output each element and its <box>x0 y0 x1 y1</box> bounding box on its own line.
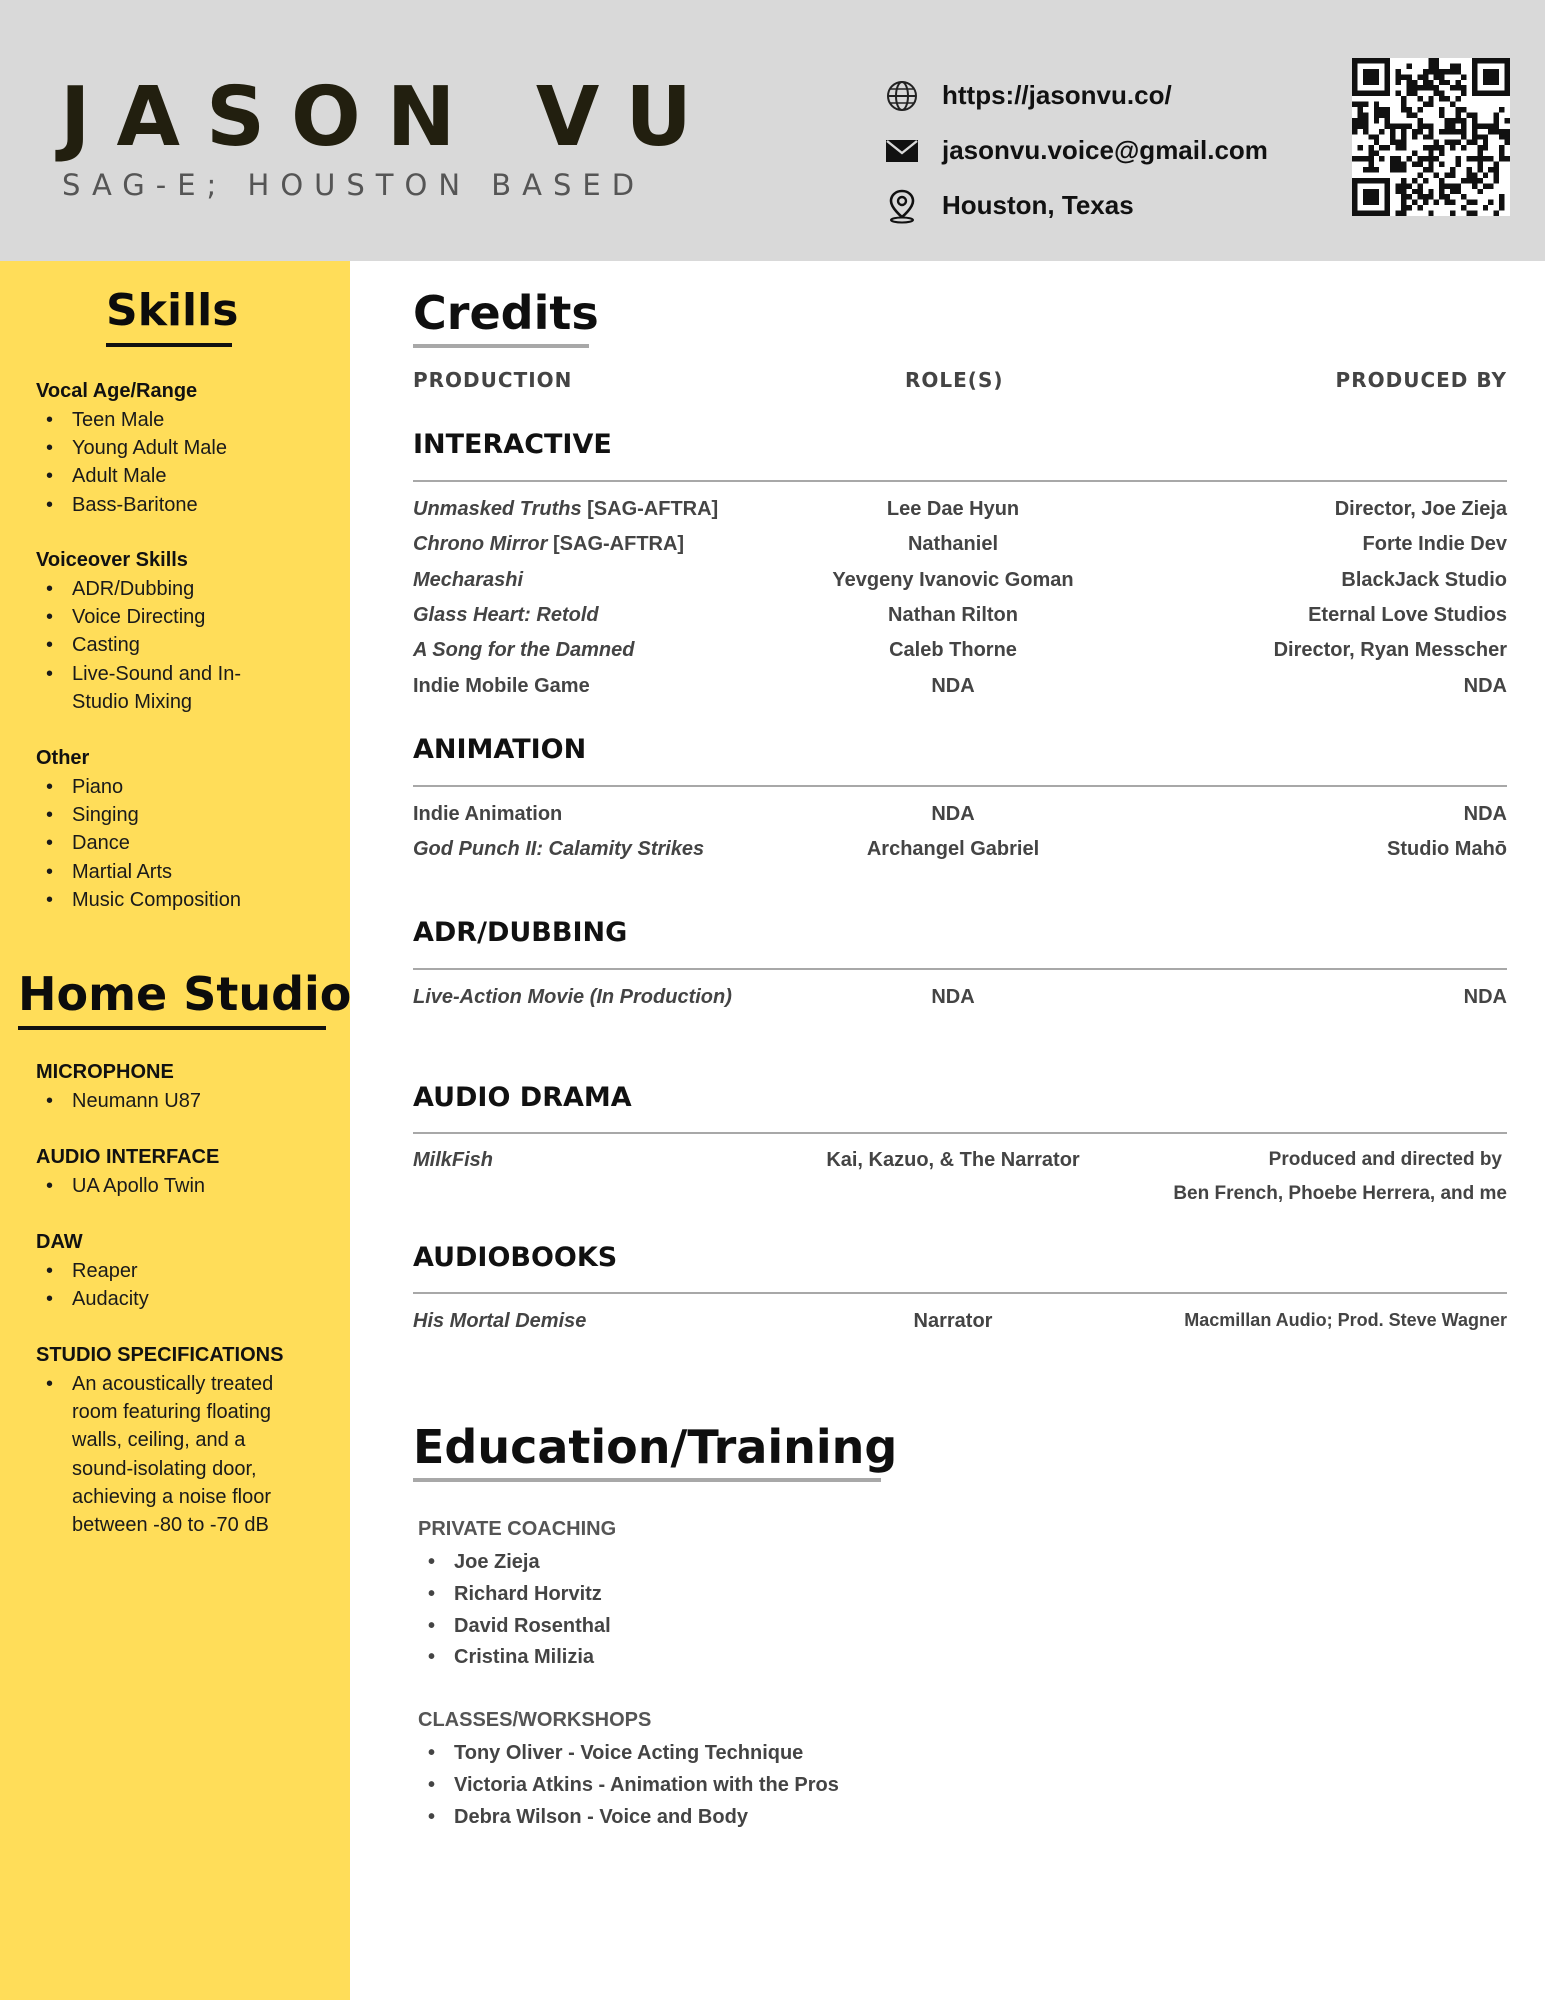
list-item: • Teen Male <box>36 406 227 434</box>
list-item: • Live-Sound and In-Studio Mixing <box>36 660 296 716</box>
education-heading: Education/Training <box>413 1420 898 1474</box>
category-animation: ANIMATION <box>413 734 587 765</box>
studio-group-specifications <box>36 1344 306 1539</box>
table-row: Indie Mobile Game NDA NDA <box>413 675 1507 697</box>
list-item: • Debra Wilson - Voice and Body <box>418 1802 839 1834</box>
divider <box>413 1132 1507 1134</box>
list-item: • Tony Oliver - Voice Acting Technique <box>418 1738 839 1770</box>
list-item: • Cristina Milizia <box>418 1642 616 1674</box>
produced-by-cell: Studio Mahō <box>1387 838 1507 860</box>
produced-by-cell: Eternal Love Studios <box>1308 604 1507 626</box>
skill-group-title: Voiceover Skills <box>36 549 188 571</box>
divider <box>413 785 1507 787</box>
skill-group-title: Vocal Age/Range <box>36 380 198 402</box>
column-header-produced-by: PRODUCED BY <box>1335 368 1507 392</box>
skill-group-title: Other <box>36 747 90 769</box>
list-item: • UA Apollo Twin <box>36 1172 219 1200</box>
production-cell: Mecharashi <box>413 569 524 591</box>
studio-group-daw <box>36 1231 149 1313</box>
production-cell: Indie Mobile Game <box>413 675 590 697</box>
studio-group-audio-interface <box>36 1146 219 1200</box>
education-classes-workshops <box>418 1709 839 1833</box>
education-underline <box>413 1478 881 1482</box>
contact-website <box>884 68 1268 123</box>
produced-by-cell: Forte Indie Dev <box>1362 533 1507 555</box>
production-cell: His Mortal Demise <box>413 1310 587 1332</box>
production-cell: Glass Heart: Retold <box>413 604 599 626</box>
produced-by-cell-line2: Ben French, Phoebe Herrera, and me <box>1173 1183 1507 1204</box>
production-cell: Indie Animation <box>413 803 563 825</box>
list-item: • An acoustically treated room featuring floating walls, ceiling, and a sound-isolating door, achieving a noise floor between -80 to -70 dB <box>36 1370 306 1539</box>
category-interactive: INTERACTIVE <box>413 429 612 460</box>
home-studio-heading: Home Studio <box>18 967 352 1021</box>
studio-group-title: MICROPHONE <box>36 1061 174 1083</box>
list-item: • Richard Horvitz <box>418 1579 616 1611</box>
list-item: • ADR/Dubbing <box>36 575 296 603</box>
produced-by-cell: NDA <box>1463 986 1507 1008</box>
list-item: • Adult Male <box>36 462 227 490</box>
contact-list <box>884 68 1268 233</box>
category-audiobooks: AUDIOBOOKS <box>413 1242 618 1273</box>
table-row: A Song for the Damned Caleb Thorne Director, Ryan Messcher <box>413 639 1507 661</box>
credits-underline <box>413 344 589 348</box>
sidebar <box>0 261 350 2000</box>
credits-heading: Credits <box>413 286 599 340</box>
skill-group-vocal <box>36 380 227 519</box>
skill-group-other <box>36 747 241 914</box>
skills-underline <box>106 343 232 347</box>
qr-modules <box>1352 58 1510 216</box>
table-row: Glass Heart: Retold Nathan Rilton Eternal Love Studios <box>413 604 1507 626</box>
table-row: Mecharashi Yevgeny Ivanovic Goman BlackJack Studio <box>413 569 1507 591</box>
table-row: Indie Animation NDA NDA <box>413 803 1507 825</box>
studio-group-title: DAW <box>36 1231 83 1253</box>
divider <box>413 968 1507 970</box>
skills-heading: Skills <box>106 285 239 336</box>
email-link[interactable]: jasonvu.voice@gmail.com <box>942 135 1268 165</box>
list-item: • Martial Arts <box>36 858 241 886</box>
list-item: • Dance <box>36 829 241 857</box>
table-row: His Mortal Demise Narrator Macmillan Audio; Prod. Steve Wagner <box>413 1310 1507 1332</box>
list-item: • Reaper <box>36 1257 149 1285</box>
production-cell: MilkFish <box>413 1149 494 1171</box>
table-row: God Punch II: Calamity Strikes Archangel Gabriel Studio Mahō <box>413 838 1507 860</box>
divider <box>413 480 1507 482</box>
list-item: • David Rosenthal <box>418 1611 616 1643</box>
table-row: Unmasked Truths [SAG-AFTRA] Lee Dae Hyun Director, Joe Zieja <box>413 498 1507 520</box>
list-item: • Victoria Atkins - Animation with the Pros <box>418 1770 839 1802</box>
produced-by-cell: Produced and directed by <box>1268 1149 1502 1170</box>
contact-location <box>884 178 1268 233</box>
education-group-title: PRIVATE COACHING <box>418 1518 617 1540</box>
list-item: • Neumann U87 <box>36 1087 201 1115</box>
produced-by-cell: Director, Joe Zieja <box>1334 498 1507 520</box>
production-cell: Unmasked Truths [SAG-AFTRA] <box>413 498 719 520</box>
category-adr-dubbing: ADR/DUBBING <box>413 917 628 948</box>
category-audio-drama: AUDIO DRAMA <box>413 1082 632 1113</box>
globe-icon <box>884 78 920 114</box>
mail-icon <box>884 133 920 169</box>
list-item: • Singing <box>36 801 241 829</box>
production-cell: Chrono Mirror [SAG-AFTRA] <box>413 533 685 555</box>
list-item: • Joe Zieja <box>418 1547 616 1579</box>
location-pin-icon <box>884 188 920 224</box>
column-header-production: PRODUCTION <box>413 368 573 392</box>
tagline: SAG-E; HOUSTON BASED <box>62 168 646 202</box>
home-studio-underline <box>18 1026 326 1030</box>
header <box>0 0 1545 261</box>
skill-group-voiceover <box>36 549 296 716</box>
list-item: • Voice Directing <box>36 603 296 631</box>
divider <box>413 1292 1507 1294</box>
list-item: • Casting <box>36 631 296 659</box>
production-cell: God Punch II: Calamity Strikes <box>413 838 705 860</box>
name-title: JASON VU <box>60 70 718 165</box>
list-item: • Young Adult Male <box>36 434 227 462</box>
produced-by-cell: Macmillan Audio; Prod. Steve Wagner <box>1184 1310 1507 1330</box>
list-item: • Music Composition <box>36 886 241 914</box>
table-row: Chrono Mirror [SAG-AFTRA] Nathaniel Forte Indie Dev <box>413 533 1507 555</box>
table-row: Live-Action Movie (In Production) NDA NDA <box>413 986 1507 1008</box>
table-row: MilkFish Kai, Kazuo, & The Narrator Produced and directed by Ben French, Phoebe Herrera, and me <box>413 1149 1507 1204</box>
education-group-title: CLASSES/WORKSHOPS <box>418 1709 652 1731</box>
list-item: • Bass-Baritone <box>36 491 227 519</box>
list-item: • Piano <box>36 773 241 801</box>
contact-email <box>884 123 1268 178</box>
produced-by-cell: BlackJack Studio <box>1341 569 1507 591</box>
location-text: Houston, Texas <box>942 190 1134 220</box>
education-private-coaching <box>418 1518 616 1674</box>
production-cell: A Song for the Damned <box>413 639 635 661</box>
studio-group-microphone <box>36 1061 201 1115</box>
produced-by-cell: NDA <box>1463 803 1507 825</box>
studio-group-title: STUDIO SPECIFICATIONS <box>36 1344 284 1366</box>
production-cell: Live-Action Movie (In Production) <box>413 986 732 1008</box>
website-link[interactable]: https://jasonvu.co/ <box>942 80 1172 110</box>
column-header-roles: ROLE(S) <box>905 368 1004 392</box>
list-item: • Audacity <box>36 1285 149 1313</box>
qr-code-icon[interactable] <box>1352 58 1510 216</box>
produced-by-cell: NDA <box>1463 675 1507 697</box>
studio-group-title: AUDIO INTERFACE <box>36 1146 220 1168</box>
produced-by-cell: Director, Ryan Messcher <box>1273 639 1507 661</box>
